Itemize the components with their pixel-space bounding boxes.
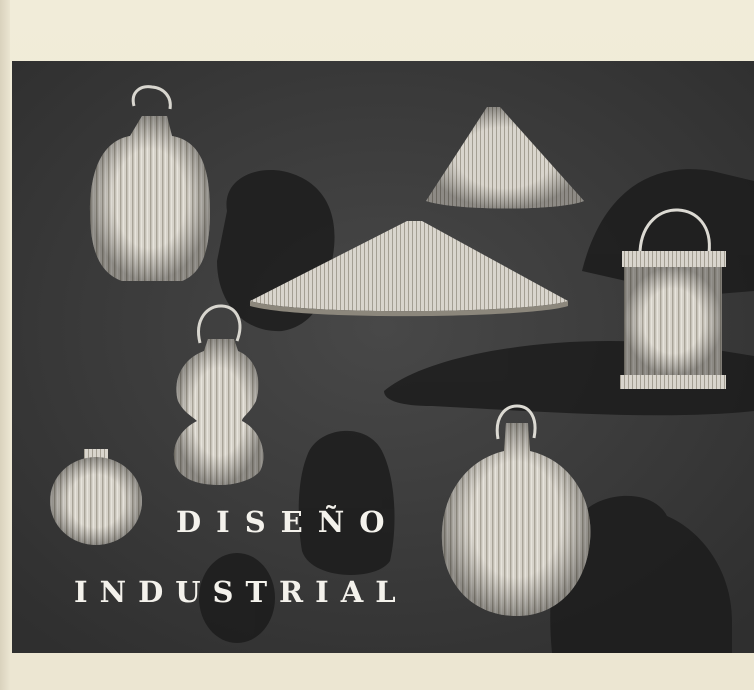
title-line-1: DISEÑO — [176, 505, 400, 539]
photo-scene — [12, 61, 754, 653]
page-binding-edge — [0, 0, 10, 690]
product-photo — [12, 61, 754, 653]
title-line-2: INDUSTRIAL — [74, 575, 408, 609]
